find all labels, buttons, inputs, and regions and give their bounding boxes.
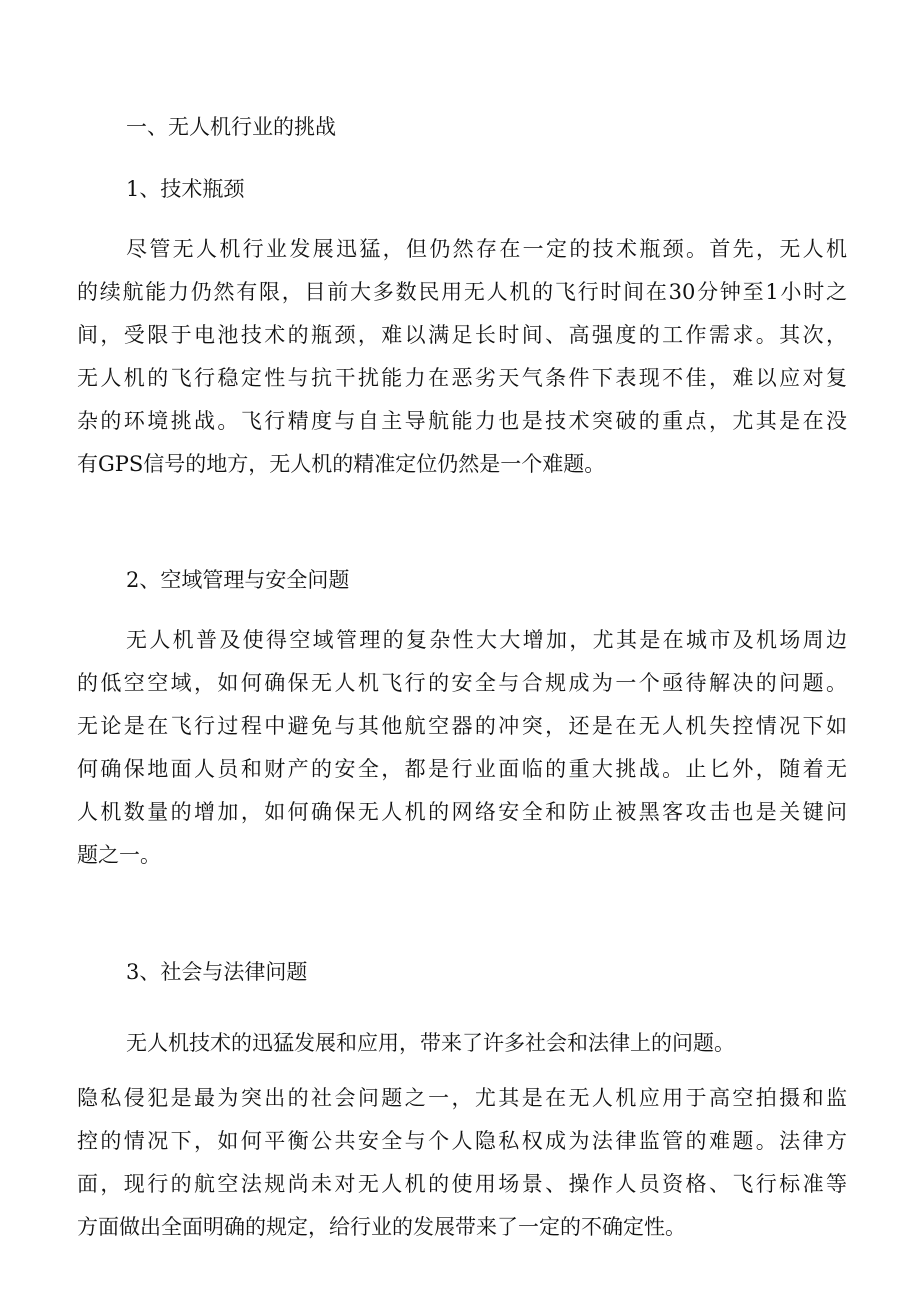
paragraph-line: 无人机技术的迅猛发展和应用，带来了许多社会和法律上的问题。 xyxy=(126,1031,735,1055)
paragraph-line: 题之一。 xyxy=(77,843,161,867)
paragraph-line: 无论是在飞行过程中避免与其他航空器的冲突，还是在无人机失控情况下如 xyxy=(77,714,847,738)
paragraph-airspace-safety xyxy=(77,619,847,877)
paragraph-line: 人机数量的增加，如何确保无人机的网络安全和防止被黑客攻击也是关键问 xyxy=(77,800,847,824)
paragraph-line: 面，现行的航空法规尚未对无人机的使用场景、操作人员资格、飞行标准等 xyxy=(77,1172,847,1196)
section-title: 一、无人机行业的挑战 xyxy=(126,115,336,139)
subsection-heading-tech: 1、技术瓶颈 xyxy=(126,177,245,201)
paragraph-line: 的续航能力仍然有限，目前大多数民用无人机的飞行时间在30分钟至1小时之 xyxy=(77,280,847,304)
paragraph-line: 尽管无人机行业发展迅猛，但仍然存在一定的技术瓶颈。首先，无人机 xyxy=(126,237,847,261)
paragraph-social-legal-intro xyxy=(77,1022,847,1065)
paragraph-line: 何确保地面人员和财产的安全，都是行业面临的重大挑战。止匕外，随着无 xyxy=(77,757,847,781)
subsection-heading-social-legal: 3、社会与法律问题 xyxy=(126,960,308,984)
paragraph-line: 隐私侵犯是最为突出的社会问题之一，尤其是在无人机应用于高空拍摄和监 xyxy=(77,1086,847,1110)
paragraph-tech-bottleneck xyxy=(77,228,847,486)
paragraph-line: 无人机的飞行稳定性与抗干扰能力在恶劣天气条件下表现不佳，难以应对复 xyxy=(77,366,847,390)
paragraph-privacy-law xyxy=(77,1077,847,1249)
paragraph-line: 无人机普及使得空域管理的复杂性大大增加，尤其是在城市及机场周边 xyxy=(126,628,847,652)
paragraph-line: 有GPS信号的地方，无人机的精准定位仍然是一个难题。 xyxy=(77,452,606,476)
subsection-heading-airspace: 2、空域管理与安全问题 xyxy=(126,568,350,592)
paragraph-line: 间，受限于电池技术的瓶颈，难以满足长时间、高强度的工作需求。其次， xyxy=(77,323,847,347)
paragraph-line: 杂的环境挑战。飞行精度与自主导航能力也是技术突破的重点，尤其是在没 xyxy=(77,409,847,433)
paragraph-line: 方面做出全面明确的规定，给行业的发展带来了一定的不确定性。 xyxy=(77,1215,686,1239)
paragraph-line: 的低空空域，如何确保无人机飞行的安全与合规成为一个亟待解决的问题。 xyxy=(77,671,847,695)
paragraph-line: 控的情况下，如何平衡公共安全与个人隐私权成为法律监管的难题。法律方 xyxy=(77,1129,847,1153)
